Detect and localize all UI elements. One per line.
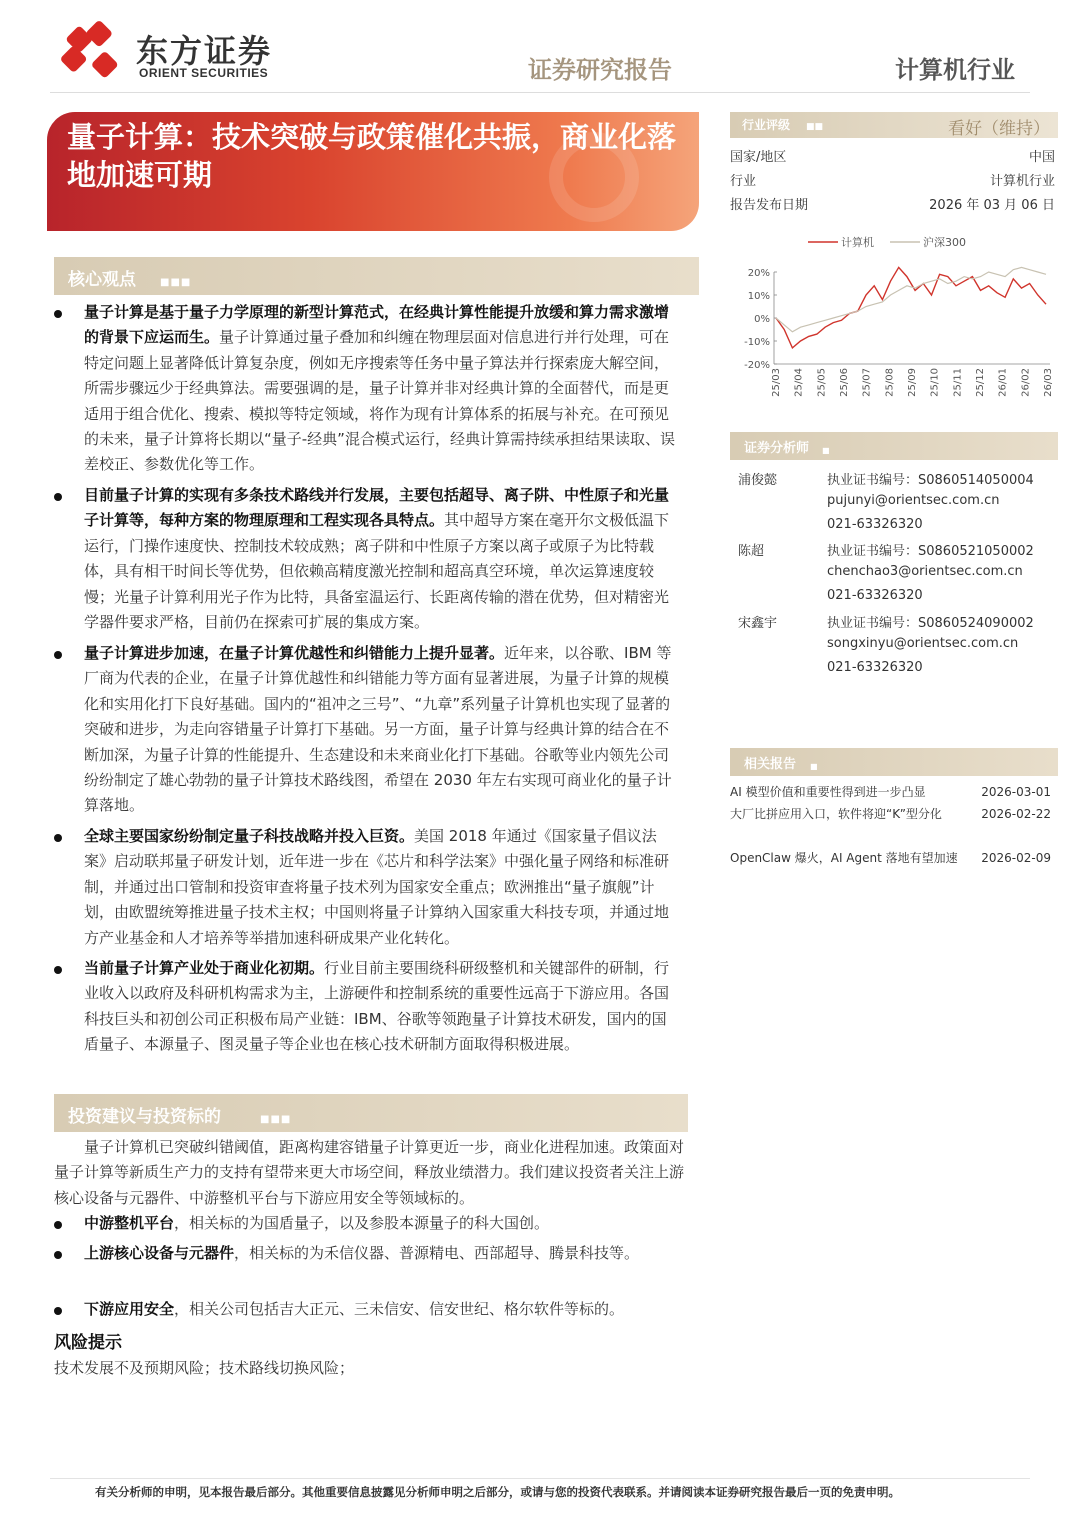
rating-label: 行业评级 bbox=[742, 118, 791, 132]
analyst-cert: 执业证书编号：S0860521050002 bbox=[827, 544, 1034, 559]
series-line-csi300 bbox=[776, 267, 1046, 331]
footer-divider bbox=[50, 1478, 1030, 1479]
industry-label: 计算机行业 bbox=[895, 56, 1015, 84]
related-date: 2026-03-01 bbox=[981, 785, 1051, 799]
analyst-phone: 021-63326320 bbox=[827, 660, 923, 675]
orient-logo-icon bbox=[62, 22, 122, 82]
invest-point-3-bold: 下游应用安全 bbox=[84, 1300, 175, 1318]
x-tick-label: 25/03 bbox=[771, 368, 782, 397]
analyst-email: songxinyu@orientsec.com.cn bbox=[827, 636, 1019, 651]
info-key: 国家/地区 bbox=[730, 150, 787, 165]
core-point-1 bbox=[54, 300, 679, 478]
section-dots-icon: ■■ bbox=[806, 122, 824, 132]
invest-section-header bbox=[54, 1094, 688, 1132]
bullet-icon bbox=[54, 1221, 62, 1229]
info-row-industry bbox=[730, 170, 1055, 192]
core-point-2-bold: 目前量子计算的实现有多条技术路线并行发展，主要包括超导、离子阱、中性原子和光量子计算等，每种方案的物理原理和工程实现各具特点。 bbox=[84, 486, 670, 530]
x-tick-label: 25/10 bbox=[929, 368, 941, 397]
info-key: 报告发布日期 bbox=[730, 198, 809, 213]
core-point-2 bbox=[54, 483, 679, 635]
core-point-2-text: 其中超导方案在毫开尔文极低温下运行，门操作速度快、控制技术较成熟；离子阱和中性原子方案以离子或原子为比特载体，具有相干时间长等优势，但依赖高精度激光控制和超高真空环境，单次运算速度较慢；光量子计算利用光子作为比特，具备室温运行、长距离传输的潜在优势，但对精密光学器件要求严格，目前仍在探索可扩展的集成方案。 bbox=[84, 511, 670, 632]
core-point-4-bold: 全球主要国家纷纷制定量子科技战略并投入巨资。 bbox=[84, 827, 415, 845]
analyst-phone: 021-63326320 bbox=[827, 517, 923, 532]
core-section-header bbox=[54, 257, 699, 295]
info-row-region bbox=[730, 146, 1055, 168]
analysts-section-title: 证券分析师 bbox=[744, 441, 810, 456]
invest-point-1 bbox=[54, 1211, 679, 1236]
core-point-3-bold: 量子计算进步加速，在量子计算优越性和纠错能力上提升显著。 bbox=[84, 644, 505, 662]
bullet-icon bbox=[54, 310, 62, 318]
risk-text: 技术发展不及预期风险；技术路线切换风险； bbox=[54, 1359, 355, 1377]
invest-point-3 bbox=[54, 1297, 679, 1322]
invest-intro: 量子计算机已突破纠错阈值，距离构建容错量子计算更近一步，商业化进程加速。政策面对量子计算等新质生产力的支持有望带来更大市场空间，释放业绩潜力。我们建议投资者关注上游核心设备与元器件、中游整机平台与下游应用安全等领域标的。 bbox=[54, 1138, 685, 1207]
invest-point-2 bbox=[54, 1241, 664, 1266]
related-title: 大厂比拼应用入口，软件将迎“K”型分化 bbox=[730, 807, 942, 821]
x-tick-label: 25/07 bbox=[861, 368, 873, 397]
analyst-phone: 021-63326320 bbox=[827, 588, 923, 603]
core-point-4 bbox=[54, 824, 679, 951]
x-tick-label: 26/03 bbox=[1043, 368, 1054, 397]
info-value: 2026 年 03 月 06 日 bbox=[929, 198, 1055, 213]
bullet-icon bbox=[54, 651, 62, 659]
info-key: 行业 bbox=[730, 174, 757, 189]
analysts-section-header bbox=[730, 432, 1058, 460]
info-value: 计算机行业 bbox=[989, 174, 1055, 189]
series-line-computer bbox=[776, 267, 1046, 348]
bullet-icon bbox=[54, 834, 62, 842]
legend-label: 计算机 bbox=[841, 236, 874, 249]
x-tick-label: 25/05 bbox=[816, 368, 828, 397]
x-tick-label: 25/04 bbox=[793, 368, 805, 397]
x-tick-label: 26/02 bbox=[1020, 368, 1032, 397]
x-tick-label: 25/11 bbox=[952, 368, 964, 397]
info-value: 中国 bbox=[1028, 150, 1055, 165]
core-point-1-text: 量子计算通过量子叠加和纠缠在物理层面对信息进行并行处理，可在特定问题上显著降低计算复杂度，例如无序搜索等任务中量子算法并行探索庞大解空间，所需步骤远少于经典算法。需要强调的是，量子计算并非对经典计算的全面替代，而是更适用于组合优化、搜索、模拟等特定领域，将作为现有计算体系的拓展与补充。在可预见的未来，量子计算将长期以“量子-经典”混合模式运行，经典计算需持续承担结果读取、误差校正、参数优化等工作。 bbox=[84, 328, 675, 474]
risk-title: 风险提示 bbox=[54, 1333, 122, 1353]
section-dots-icon: ■■■ bbox=[160, 277, 192, 288]
y-tick-label: 0% bbox=[754, 314, 770, 325]
report-type: 证券研究报告 bbox=[528, 56, 672, 84]
invest-point-1-text: ，相关标的为国盾量子，以及参股本源量子的科大国创。 bbox=[174, 1214, 550, 1232]
analyst-email: chenchao3@orientsec.com.cn bbox=[827, 564, 1023, 579]
rating-value: 看好（维持） bbox=[948, 119, 1050, 139]
bullet-icon bbox=[54, 493, 62, 501]
core-section-title: 核心观点 bbox=[68, 270, 136, 290]
invest-point-3-text: ，相关公司包括吉大正元、三未信安、信安世纪、格尔软件等标的。 bbox=[174, 1300, 625, 1318]
x-tick-label: 25/08 bbox=[884, 368, 896, 397]
y-tick-label: -20% bbox=[744, 360, 770, 371]
core-point-5-text: 行业目前主要围绕科研级整机和关键部件的研制，行业收入以政府及科研机构需求为主，上游硬件和控制系统的重要性远高于下游应用。各国科技巨头和初创公司正积极布局产业链：IBM、谷歌等领跑量子计算技术研发，国内的国盾量子、本源量子、图灵量子等企业也在核心技术研制方面取得积极进展。 bbox=[84, 959, 670, 1054]
y-tick-label: 10% bbox=[747, 291, 770, 302]
info-row-date bbox=[730, 194, 1055, 216]
performance-chart bbox=[744, 232, 1060, 412]
related-date: 2026-02-09 bbox=[981, 851, 1051, 865]
bullet-icon bbox=[54, 1251, 62, 1259]
legend-label: 沪深300 bbox=[923, 236, 966, 249]
analyst-name: 宋鑫宇 bbox=[738, 616, 778, 631]
bullet-icon bbox=[54, 1307, 62, 1315]
brand-name-en: ORIENT SECURITIES bbox=[139, 66, 269, 80]
analyst-name: 陈超 bbox=[738, 544, 765, 559]
title-banner bbox=[47, 112, 699, 231]
related-section-header bbox=[730, 748, 1058, 776]
x-tick-label: 26/01 bbox=[997, 368, 1009, 397]
x-tick-label: 25/09 bbox=[907, 368, 918, 397]
core-point-5 bbox=[54, 956, 679, 1058]
related-title: AI 模型价值和重要性得到进一步凸显 bbox=[730, 785, 926, 799]
analyst-cert: 执业证书编号：S0860514050004 bbox=[827, 473, 1034, 488]
core-point-3 bbox=[54, 641, 679, 819]
core-point-4-text: 美国 2018 年通过《国家量子倡议法案》启动联邦量子研发计划，近年进一步在《芯片和科学法案》中强化量子网络和标准研制，并通过出口管制和投资审查将量子技术列为国家安全重点；欧洲推出“量子旗舰”计划，由欧盟统筹推进量子技术主权；中国则将量子计算纳入国家重大科技专项，并通过地方产业基金和人才培养等举措加速科研成果产业化转化。 bbox=[84, 827, 670, 947]
section-dots-icon: ■■■ bbox=[260, 1114, 292, 1125]
invest-point-2-bold: 上游核心设备与元器件 bbox=[84, 1244, 235, 1262]
report-title: 量子计算：技术突破与政策催化共振，商业化落地加速可期 bbox=[67, 120, 677, 192]
footer-disclaimer: 有关分析师的申明，见本报告最后部分。其他重要信息披露见分析师申明之后部分，或请与您的投资代表联系。并请阅读本证券研究报告最后一页的免责申明。 bbox=[95, 1485, 900, 1499]
y-tick-label: -10% bbox=[744, 337, 770, 348]
x-tick-label: 25/12 bbox=[975, 368, 986, 397]
section-dots-icon: ■ bbox=[810, 762, 819, 771]
rating-bar bbox=[730, 112, 1058, 138]
analyst-cert: 执业证书编号：S0860524090002 bbox=[827, 616, 1034, 631]
core-point-3-text: 近年来，以谷歌、IBM 等厂商为代表的企业，在量子计算优越性和纠错能力等方面有显著进展，为量子计算的规模化和实用化打下良好基础。国内的“祖冲之三号”、“九章”系列量子计算机也实现了显著的突破和进步，为走向容错量子计算打下基础。另一方面，量子计算与经典计算的结合在不断加深，为量子计算的性能提升、生态建设和未来商业化打下基础。谷歌等业内领先公司纷纷制定了雄心勃勃的量子计算技术路线图，希望在 2030 年左右实现可商业化的量子计算落地。 bbox=[84, 644, 672, 815]
header-divider bbox=[50, 92, 1030, 93]
bullet-icon bbox=[54, 966, 62, 974]
brand-name-cn: 东方证券 bbox=[136, 32, 273, 70]
analyst-name: 浦俊懿 bbox=[738, 473, 778, 488]
invest-point-2-text: ，相关标的为禾信仪器、普源精电、西部超导、腾景科技等。 bbox=[234, 1244, 640, 1262]
analyst-email: pujunyi@orientsec.com.cn bbox=[827, 493, 1000, 508]
core-point-5-bold: 当前量子计算产业处于商业化初期。 bbox=[84, 959, 325, 977]
invest-section-title: 投资建议与投资标的 bbox=[68, 1107, 221, 1127]
y-tick-label: 20% bbox=[747, 268, 770, 279]
related-date: 2026-02-22 bbox=[981, 807, 1051, 821]
core-point-1-bold: 量子计算是基于量子力学原理的新型计算范式，在经典计算性能提升放缓和算力需求激增的背景下应运而生。 bbox=[84, 303, 670, 347]
section-dots-icon: ■ bbox=[822, 446, 831, 455]
x-tick-label: 25/06 bbox=[839, 368, 850, 397]
related-title: OpenClaw 爆火，AI Agent 落地有望加速 bbox=[730, 851, 958, 865]
related-section-title: 相关报告 bbox=[744, 757, 797, 772]
invest-point-1-bold: 中游整机平台 bbox=[84, 1214, 175, 1232]
